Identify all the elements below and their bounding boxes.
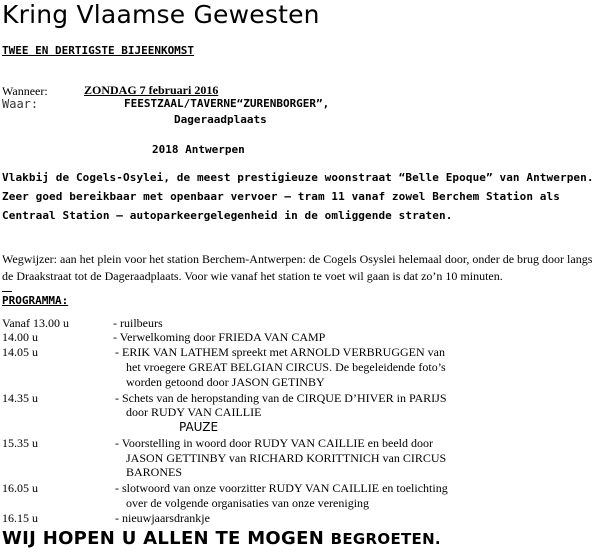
programma-desc-continued: worden getoond door JASON GETINBY bbox=[126, 375, 325, 389]
programma-desc: - Voorstelling in woord door RUDY VAN CAILLIE en beeld door bbox=[115, 436, 433, 450]
page-title: Kring Vlaamse Gewesten bbox=[2, 0, 320, 29]
programma-desc-continued: JASON GETTINBY van RICHARD KORITTNICH van CIRCUS bbox=[126, 451, 447, 465]
programma-heading: PROGRAMMA: bbox=[2, 294, 69, 307]
waar-label: Waar: bbox=[2, 97, 39, 111]
wegwijzer-paragraph: Wegwijzer: aan het plein voor het station Berchem-Antwerpen: de Cogels Osyslei helemaal door, onder de brug door langs de Draakstraat tot de Dageraadplaats. Voor wie vanaf het station te voet wil gaan is dat zo’n 10 minuten. bbox=[2, 252, 593, 283]
programma-time: 14.35 u bbox=[2, 391, 38, 405]
closing-small: BEGROETEN. bbox=[330, 530, 441, 548]
programma-marker bbox=[2, 291, 12, 292]
programma-time: 14.05 u bbox=[2, 345, 38, 359]
programma-desc: - nieuwjaarsdrankje bbox=[115, 511, 210, 525]
closing-main: WIJ HOPEN U ALLEN TE MOGEN bbox=[2, 528, 325, 549]
venue-city: 2018 Antwerpen bbox=[152, 143, 245, 156]
programma-desc: - Verwelkoming door FRIEDA VAN CAMP bbox=[113, 330, 326, 344]
programma-time: 16.05 u bbox=[2, 481, 38, 495]
wanneer-date: ZONDAG 7 februari 2016 bbox=[84, 83, 219, 97]
programma-desc: - ruilbeurs bbox=[113, 316, 163, 330]
programma-desc-continued: over de volgende organisaties van onze vereniging bbox=[126, 496, 370, 510]
intro-paragraph: Vlakbij de Cogels-Osylei, de meest prestigieuze woonstraat “Belle Epoque” van Antwerpen. Zeer goed bereikbaar met openbaar vervoer – tram 11 vanaf zowel Berchem Station als Centraal Station – autoparkeergelegenheid in de omliggende straten. bbox=[2, 171, 594, 222]
programma-time: Vanaf 13.00 u bbox=[2, 316, 69, 330]
programma-time: 16.15 u bbox=[2, 511, 38, 525]
wanneer-label: Wanneer: bbox=[2, 84, 48, 98]
programma-desc-continued: BARONES bbox=[126, 465, 183, 479]
meeting-subtitle: TWEE EN DERTIGSTE BIJEENKOMST bbox=[2, 44, 195, 57]
closing-message bbox=[2, 528, 441, 549]
programma-desc: - ERIK VAN LATHEM spreekt met ARNOLD VERBRUGGEN van bbox=[115, 345, 445, 359]
programma-time: 14.00 u bbox=[2, 330, 38, 344]
pauze-label: PAUZE bbox=[179, 420, 219, 434]
programma-desc-continued: door RUDY VAN CAILLIE bbox=[126, 405, 262, 419]
programma-desc-continued: het vroegere GREAT BELGIAN CIRCUS. De begeleidende foto’s bbox=[126, 360, 446, 374]
programma-desc: - slotwoord van onze voorzitter RUDY VAN CAILLIE en toelichting bbox=[115, 481, 448, 495]
venue-name: FEESTZAAL/TAVERNE“ZURENBORGER”, bbox=[124, 97, 330, 110]
venue-street: Dageraadplaats bbox=[174, 113, 267, 126]
programma-desc: - Schets van de heropstanding van de CIRQUE D’HIVER in PARIJS bbox=[115, 391, 447, 405]
programma-time: 15.35 u bbox=[2, 436, 38, 450]
